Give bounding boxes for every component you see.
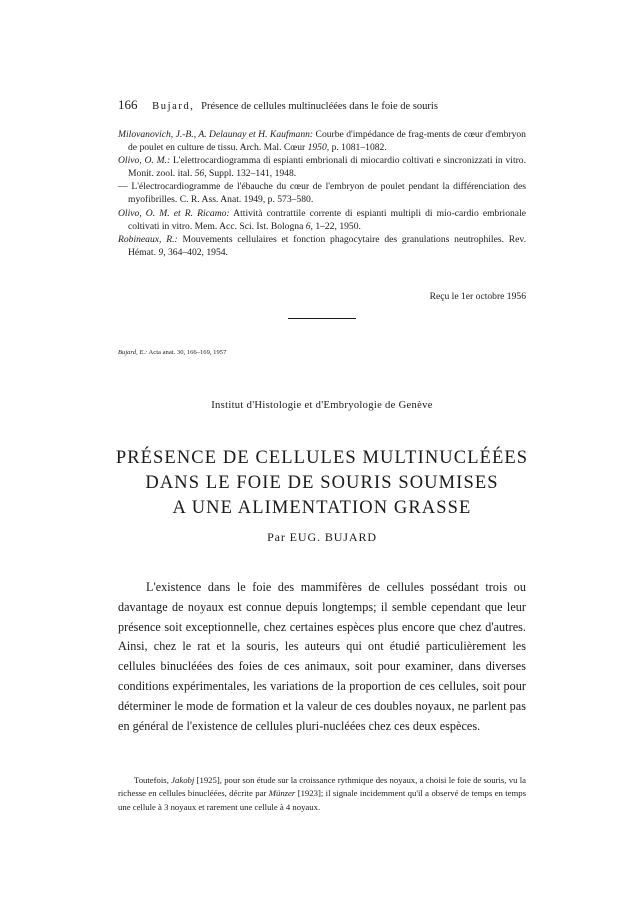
running-head-title: Présence de cellules multinucléées dans le foie de souris	[201, 101, 438, 112]
reference-year: 6,	[305, 220, 313, 232]
reference-authors: Milovanovich, J.-B., A. Delaunay et H. Kaufmann:	[118, 129, 314, 140]
reference-authors: Olivo, O. M.:	[118, 155, 171, 167]
reference-list	[118, 128, 526, 259]
reference-entry	[118, 128, 526, 154]
reference-entry	[118, 180, 526, 206]
small-print-paragraph	[118, 774, 526, 814]
note-text: [1923]; il signale incidemment qu'il a observé de temps en temps une cellule à 3 noyaux et rarement une cellule à 4 noyaux.	[118, 788, 526, 812]
reference-authors: —	[118, 181, 128, 193]
reference-year: 1950,	[307, 142, 330, 154]
note-author: Münzer	[268, 788, 296, 799]
author-byline: Par EUG. BUJARD	[267, 530, 377, 544]
section-divider	[288, 318, 356, 319]
page-number: 166	[118, 97, 138, 112]
reference-pages: p. 1081–1082.	[329, 142, 387, 154]
note-text: [1925], pour son étude sur la croissance rythmique des noyaux, a choisi le foie de souris, vu la richesse en cellules binucléées, décrite par	[118, 775, 526, 799]
reference-entry	[118, 233, 526, 259]
article-citation	[118, 349, 226, 356]
note-text: Toutefois,	[134, 775, 172, 785]
reference-entry	[118, 154, 526, 180]
reference-text: L'électrocardiogramme de l'ébauche du cœur de l'embryon de poulet pendant la différenciation des myofibrilles. C. R. Ass. Anat. 1949, p. 573–580.	[127, 181, 526, 206]
reference-pages: Suppl. 132–141, 1948.	[206, 168, 297, 180]
reference-text: Courbe d'impédance de frag-ments de cœur d'embryon de poulet en culture de tissu. Arch. Mal. Cœur	[128, 129, 526, 154]
reference-authors: Olivo, O. M. et R. Ricamo:	[118, 207, 230, 219]
note-author: Jakobj	[171, 775, 195, 785]
title-line: PRÉSENCE DE CELLULES MULTINUCLÉÉES	[115, 448, 529, 468]
title-line: DANS LE FOIE DE SOURIS SOUMISES	[145, 473, 499, 493]
citation-journal: Acta anat. 30, 166–169, 1957	[147, 349, 227, 356]
institute-name: Institut d'Histologie et d'Embryologie de Genève	[211, 400, 433, 411]
citation-author: Bujard, E.:	[118, 349, 148, 356]
received-date: Reçu le 1er octobre 1956	[429, 291, 526, 302]
running-head-author: Bujard,	[152, 101, 195, 112]
article-title	[100, 446, 544, 521]
body-paragraph: L'existence dans le foie des mammifères de cellules possédant trois ou davantage de noyaux est connue depuis longtemps; il semble cependant que leur présence soit exceptionnelle, chez certaines espèces plus encore que chez d'autres. Ainsi, chez le rat et la souris, les auteurs qui ont étudié particulièrement les cellules binucléées des foies de ces animaux, soit pour examiner, dans diverses conditions expérimentales, les variations de la proportion de ces cellules, soit pour déterminer le mode de formation et la valeur de ces doubles noyaux, ne parlent pas en général de l'existence de cellules pluri-nucléées chez ces deux espèces.	[118, 580, 526, 733]
reference-year: 9,	[158, 246, 166, 258]
reference-text: L'elettrocardiogramma di espianti embrionali di miocardio coltivati e sincronizzati in vitro. Monit. zool. ital.	[128, 155, 527, 180]
reference-authors: Robineaux, R.:	[118, 233, 178, 245]
reference-year: 56,	[194, 168, 207, 180]
reference-pages: 1–22, 1950.	[312, 220, 361, 232]
reference-entry	[118, 207, 526, 233]
running-head	[118, 97, 438, 113]
reference-pages: 364–402, 1954.	[165, 246, 228, 258]
title-line: A UNE ALIMENTATION GRASSE	[172, 498, 472, 518]
reference-text: Attività contrattile corrente di espianti multipli di mio-cardio embrionale coltivati in vitro. Mem. Acc. Sci. Ist. Bologna	[128, 207, 526, 232]
reference-text: Mouvements cellulaires et fonction phagocytaire des granulations neutrophiles. Rev. Hémat.	[128, 233, 526, 258]
